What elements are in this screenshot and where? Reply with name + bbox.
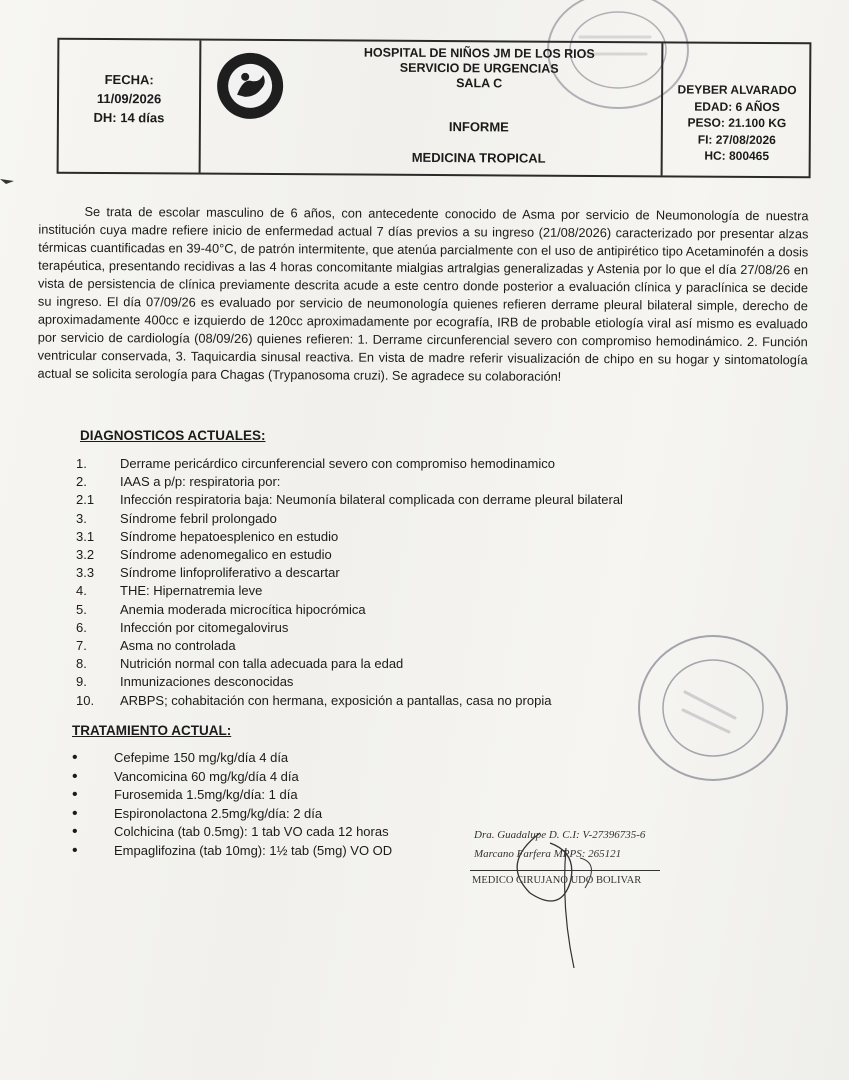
diagnostico-number: 2.1: [76, 492, 95, 508]
diagnostico-text: THE: Hipernatremia leve: [120, 583, 263, 599]
patient-weight: PESO: 21.100 KG: [687, 115, 787, 131]
patient-age: EDAD: 6 AÑOS: [694, 99, 780, 114]
diagnostico-item: [76, 692, 696, 710]
clinical-summary-paragraph: Se trata de escolar masculino de 6 años, con antecedente conocido de Asma por servicio de Neumonología de nuestra institución cuya madre refiere inicio de enfermedad actual 7 días previos a su ingreso (21/08/2026) caracterizado por presentar alzas térmicas cuantificadas en 39-40°C, de patrón intermitente, que atenúa parcialmente con el uso de antipirético tipo Acetaminofén a dosis terapéutica, presentando recidivas a las 4 horas concomitante mialgias artralgias generalizadas y Astenia por lo que el día 27/08/26 en vista de persistencia de clínica previamente descrita acude a este centro donde posterior a evaluación clínica y paraclínica se decide su ingreso. El día 07/09/26 es evaluado por servicio de neumonología quienes refieren derrame pleural bilateral simple, derecho de aproximadamente 400cc e izquierdo de 120cc aproximadamente por ecografía, IRB de probable etiología viral así mismo es evaluado por servicio de cardiología (08/09/26) quienes refieren: 1. Derrame circunferencial severo con compromiso hemodinámico. 2. Función ventricular conservada, 3. Taquicardia sinusal reactiva. En vista de madre referir visualización de chipo en su hogar y sintomatología actual se solicita serología para Chagas (Trypanosoma cruzi). Se agradece su colaboración!: [37, 203, 809, 384]
tratamiento-text: Espironolactona 2.5mg/kg/día: 2 día: [114, 805, 323, 821]
diagnostico-text: IAAS a p/p: respiratoria por:: [120, 474, 281, 490]
tratamiento-text: Empaglifozina (tab 10mg): 1½ tab (5mg) VO OD: [114, 842, 393, 858]
tratamiento-text: Furosemida 1.5mg/kg/día: 1 día: [114, 787, 298, 802]
diagnosticos-list: [76, 455, 696, 710]
bullet-icon: •: [72, 804, 78, 822]
diagnostico-item: [76, 637, 696, 655]
diagnostico-text: Síndrome febril prolongado: [120, 510, 277, 526]
diagnostico-number: 3.1: [76, 528, 95, 544]
servicio-name: SERVICIO DE URGENCIAS: [399, 60, 559, 76]
diagnostico-number: 7.: [76, 638, 87, 654]
bullet-icon: •: [72, 823, 78, 840]
diagnostico-text: Síndrome adenomegalico en estudio: [120, 547, 332, 563]
diagnostico-item: [76, 473, 696, 491]
diagnostico-number: 3.3: [76, 565, 95, 581]
diagnosticos-title: DIAGNOSTICOS ACTUALES:: [80, 428, 266, 443]
diagnostico-text: Síndrome linfoproliferativo a descartar: [120, 565, 340, 581]
sala-name: SALA C: [456, 76, 503, 91]
bullet-icon: •: [72, 749, 78, 766]
informe-title: INFORME: [448, 119, 509, 135]
header-center-block: [299, 45, 660, 166]
header-date-block: [59, 70, 199, 128]
diagnostico-item: [76, 510, 696, 528]
diagnostico-text: Anemia moderada microcítica hipocrómica: [120, 601, 366, 617]
edge-mark: [0, 175, 16, 185]
diagnostico-item: [76, 619, 696, 637]
tratamiento-list: [72, 749, 492, 860]
diagnostico-item: [76, 455, 696, 473]
tratamiento-item: [72, 768, 492, 787]
signature-rule: [470, 870, 660, 871]
hospital-name: HOSPITAL DE NIÑOS JM DE LOS RIOS: [363, 45, 595, 61]
diagnostico-number: 9.: [76, 674, 87, 690]
diagnostico-text: Infección por citomegalovirus: [120, 619, 289, 635]
bullet-icon: •: [72, 767, 78, 785]
tratamiento-item: [72, 842, 492, 861]
diagnostico-item: [76, 528, 696, 546]
diagnostico-item: [76, 564, 696, 582]
diagnostico-text: Asma no controlada: [120, 638, 236, 654]
signature-footer: MEDICO CIRUJANO UDO BOLIVAR: [472, 875, 642, 886]
signature-line-2: Marcano Farfera MPPS: 265121: [474, 848, 622, 860]
report-header: [57, 38, 812, 179]
diagnostico-item: [76, 655, 696, 673]
tratamiento-item: [72, 786, 492, 805]
tratamiento-item: [72, 823, 492, 842]
fecha-label: FECHA:: [104, 71, 154, 88]
diagnostico-text: Infección respiratoria baja: Neumonía bilateral complicada con derrame pleural bilateral: [120, 492, 623, 508]
hospital-stamp-bottom: [633, 630, 793, 790]
diagnostico-number: 8.: [76, 656, 87, 672]
diagnostico-number: 2.: [76, 474, 87, 490]
diagnostico-item: [76, 673, 696, 691]
diagnostico-item: [76, 601, 696, 619]
diagnostico-number: 1.: [76, 456, 87, 471]
patient-admission-date: FI: 27/08/2026: [697, 132, 776, 147]
tratamiento-item: [72, 749, 492, 768]
especialidad-title: MEDICINA TROPICAL: [411, 149, 546, 166]
diagnostico-number: 3.: [76, 510, 87, 526]
diagnostico-item: [76, 491, 696, 509]
diagnostico-text: Síndrome hepatoesplenico en estudio: [120, 528, 339, 544]
fecha-value: 11/09/2026: [96, 90, 162, 107]
clinical-summary: [37, 203, 808, 388]
diagnostico-text: Derrame pericárdico circunferencial severo con compromiso hemodinamico: [120, 456, 555, 471]
hospital-logo: [215, 51, 285, 121]
diagnostico-text: ARBPS; cohabitación con hermana, exposición a pantallas, casa no propia: [120, 692, 552, 708]
signature-line-1: Dra. Guadalupe D. C.I: V-27396735-6: [474, 829, 646, 841]
patient-record-number: HC: 800465: [704, 148, 770, 164]
diagnostico-number: 6.: [76, 619, 87, 635]
diagnostico-item: [76, 546, 696, 564]
diagnostico-number: 10.: [76, 692, 95, 708]
diagnostico-text: Inmunizaciones desconocidas: [120, 674, 294, 690]
tratamiento-title: TRATAMIENTO ACTUAL:: [72, 723, 232, 738]
tratamiento-text: Colchicina (tab 0.5mg): 1 tab VO cada 12 horas: [114, 824, 389, 839]
tratamiento-item: [72, 805, 492, 824]
dias-hospitalizacion: DH: 14 días: [93, 109, 165, 126]
diagnostico-number: 5.: [76, 601, 87, 617]
diagnostico-number: 3.2: [76, 547, 95, 563]
diagnostico-item: [76, 582, 696, 600]
diagnostico-text: Nutrición normal con talla adecuada para la edad: [120, 656, 404, 672]
bullet-icon: •: [72, 841, 78, 859]
header-patient-block: [663, 81, 812, 164]
patient-name: DEYBER ALVARADO: [677, 82, 797, 98]
diagnostico-number: 4.: [76, 583, 87, 599]
tratamiento-text: Cefepime 150 mg/kg/día 4 día: [114, 750, 289, 765]
bullet-icon: •: [72, 786, 78, 803]
tratamiento-text: Vancomicina 60 mg/kg/día 4 día: [114, 768, 299, 784]
